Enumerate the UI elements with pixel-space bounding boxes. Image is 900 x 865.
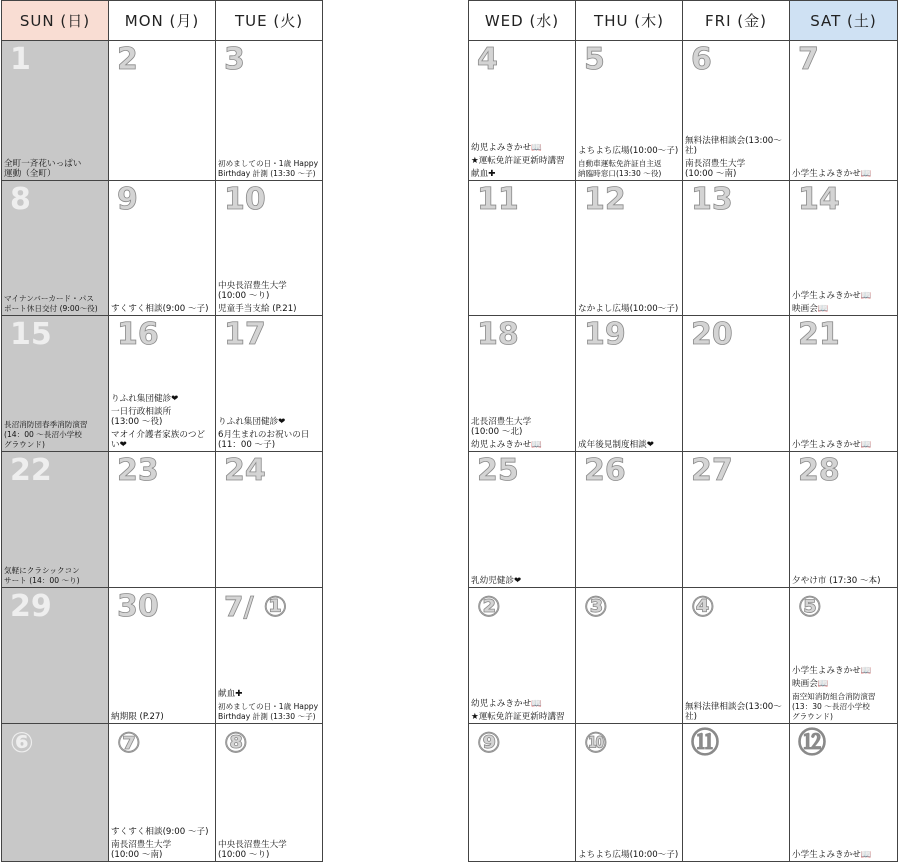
event-item: なかよし広場(10:00～子)	[578, 304, 679, 314]
day-cell-thu-week5	[576, 588, 683, 724]
day-cell-fri-week1	[683, 41, 790, 181]
day-cell-mon-week5	[109, 588, 216, 724]
day-cell-sat-week2	[790, 181, 897, 316]
day-cell-wed-week6	[469, 724, 576, 861]
header-fri: FRI (金)	[683, 1, 790, 41]
event-item: 自動車運転免許証自主返 納臨時窓口(13:30 ～役)	[578, 159, 662, 178]
day-number: ⑨	[477, 726, 501, 759]
event-list	[111, 712, 213, 722]
day-cell-fri-week6	[683, 724, 790, 861]
event-list	[218, 840, 320, 860]
day-cell-mon-week2	[109, 181, 216, 316]
day-number: ⑫	[798, 726, 827, 759]
day-cell-fri-week4	[683, 452, 790, 588]
day-number: 20	[691, 317, 733, 352]
event-list	[578, 440, 680, 450]
event-item: 夕やけ市 (17:30 ～本)	[792, 576, 881, 586]
day-cell-thu-week1	[576, 41, 683, 181]
event-item: 児童手当支給 (P.21)	[218, 304, 297, 314]
event-list	[111, 394, 213, 450]
day-cell-wed-week3	[469, 316, 576, 452]
header-sat: SAT (土)	[790, 1, 897, 41]
event-item: りふれ集団健診❤	[218, 417, 286, 427]
event-item: 乳幼児健診❤	[471, 576, 522, 586]
day-cell-wed-week2	[469, 181, 576, 316]
day-cell-fri-week3	[683, 316, 790, 452]
day-number: ③	[584, 590, 608, 623]
event-item: 南空知消防組合消防演習 (13：30 ～長沼小学校 グラウンド)	[792, 692, 876, 721]
event-item: 小学生よみきかせ📖	[792, 850, 872, 860]
day-number: ⑩	[584, 726, 608, 759]
day-number: ⑥	[10, 726, 34, 759]
day-number: 14	[798, 182, 840, 217]
event-list	[792, 291, 895, 314]
day-cell-tue-week6	[216, 724, 322, 861]
event-item: 小学生よみきかせ📖	[792, 169, 872, 179]
day-number: ⑧	[224, 726, 248, 759]
event-list	[471, 699, 573, 722]
event-list	[578, 850, 680, 860]
event-list	[685, 702, 787, 722]
event-item: 映画会📖	[792, 304, 829, 314]
day-number: 4	[477, 42, 498, 77]
calendar-panel-left	[1, 0, 323, 862]
event-item: 初めましての日・1歳 Happy Birthday 計測 (13:30 ～子)	[218, 702, 319, 721]
day-number: ②	[477, 590, 501, 623]
header-mon: MON (月)	[109, 1, 216, 41]
event-list	[111, 827, 213, 860]
event-item: 初めましての日・1歳 Happy Birthday 計測 (13:30 ～子)	[218, 159, 319, 178]
day-number: 15	[10, 317, 52, 352]
day-number: 3	[224, 42, 245, 77]
event-item: 中央長沼豊生大学 (10:00 ～り)	[218, 281, 287, 301]
day-number: 12	[584, 182, 626, 217]
day-cell-sun-week6	[2, 724, 109, 861]
day-cell-wed-week5	[469, 588, 576, 724]
event-list	[218, 689, 320, 722]
day-number: 1	[10, 42, 31, 77]
event-item: 小学生よみきかせ📖	[792, 666, 872, 676]
event-item: 中央長沼豊生大学 (10:00 ～り)	[218, 840, 287, 860]
day-cell-mon-week4	[109, 452, 216, 588]
event-item: よちよち広場(10:00～子)	[578, 146, 679, 156]
day-cell-tue-week3	[216, 316, 322, 452]
event-item: マオイ介護者家族のつどい❤	[111, 430, 206, 450]
event-item: 北長沼豊生大学 (10:00 ～北)	[471, 417, 532, 437]
day-cell-thu-week4	[576, 452, 683, 588]
event-list	[4, 420, 106, 450]
day-number: 24	[224, 453, 266, 488]
event-list	[471, 143, 573, 179]
day-number: 23	[117, 453, 159, 488]
event-item: 無料法律相談会(13:00～社)	[685, 136, 782, 156]
event-item: 献血✚	[218, 689, 243, 699]
day-number: 7/ ①	[224, 590, 288, 623]
day-number: ⑦	[117, 726, 141, 759]
day-cell-sat-week6	[790, 724, 897, 861]
day-cell-wed-week4	[469, 452, 576, 588]
event-list	[792, 850, 895, 860]
day-number: 17	[224, 317, 266, 352]
event-item: よちよち広場(10:00～子)	[578, 850, 679, 860]
day-cell-tue-week5	[216, 588, 322, 724]
day-number: 10	[224, 182, 266, 217]
event-item: 小学生よみきかせ📖	[792, 440, 872, 450]
day-number: ⑤	[798, 590, 822, 623]
event-item: 気軽にクラシックコン サート (14：00 ～り)	[4, 566, 80, 585]
event-list	[218, 159, 320, 179]
event-item: 小学生よみきかせ📖	[792, 291, 872, 301]
calendar-panel-right	[468, 0, 898, 862]
event-item: 成年後見制度相談❤	[578, 440, 654, 450]
day-number: 30	[117, 589, 159, 624]
event-list	[578, 304, 680, 314]
day-number: 26	[584, 453, 626, 488]
day-cell-wed-week1	[469, 41, 576, 181]
day-number: 21	[798, 317, 840, 352]
day-number: 16	[117, 317, 159, 352]
event-list	[792, 440, 895, 450]
day-cell-sun-week4	[2, 452, 109, 588]
day-cell-sun-week3	[2, 316, 109, 452]
event-item: ★運転免許証更新時講習	[471, 156, 565, 166]
day-number: 9	[117, 182, 138, 217]
day-number: 27	[691, 453, 733, 488]
event-item: すくすく相談(9:00 ～子)	[111, 827, 209, 837]
day-number: 25	[477, 453, 519, 488]
event-item: 全町一斉花いっぱい 運動（全町）	[4, 159, 82, 179]
event-list	[218, 417, 320, 450]
event-list	[471, 576, 573, 586]
day-cell-sun-week5	[2, 588, 109, 724]
event-list	[111, 304, 213, 314]
day-number: 18	[477, 317, 519, 352]
day-cell-tue-week4	[216, 452, 322, 588]
header-sun: SUN (日)	[2, 1, 109, 41]
day-cell-tue-week2	[216, 181, 322, 316]
day-number: 22	[10, 453, 52, 488]
day-number: ④	[691, 590, 715, 623]
day-number: ⑪	[691, 726, 720, 759]
day-cell-sat-week1	[790, 41, 897, 181]
event-list	[471, 417, 573, 450]
day-cell-mon-week1	[109, 41, 216, 181]
event-list	[792, 666, 895, 722]
header-wed: WED (水)	[469, 1, 576, 41]
event-item: 献血✚	[471, 169, 496, 179]
day-cell-thu-week6	[576, 724, 683, 861]
day-number: 11	[477, 182, 519, 217]
event-list	[4, 159, 106, 179]
day-number: 6	[691, 42, 712, 77]
event-item: 無料法律相談会(13:00～社)	[685, 702, 782, 722]
event-list	[792, 576, 895, 586]
event-list	[792, 169, 895, 179]
day-cell-sun-week2	[2, 181, 109, 316]
event-item: りふれ集団健診❤	[111, 394, 179, 404]
event-item: 映画会📖	[792, 679, 829, 689]
event-item: ★運転免許証更新時講習	[471, 712, 565, 722]
day-cell-sat-week5	[790, 588, 897, 724]
event-list	[578, 146, 680, 179]
event-item: 6月生まれのお祝いの日 (11：00 ～子)	[218, 430, 310, 450]
event-item: 幼児よみきかせ📖	[471, 440, 542, 450]
event-item: 南長沼豊生大学 (10:00 ～南)	[685, 159, 746, 179]
day-number: 5	[584, 42, 605, 77]
header-thu: THU (木)	[576, 1, 683, 41]
event-item: 長沼消防団春季消防演習 (14：00 ～長沼小学校 グラウンド)	[4, 420, 88, 449]
event-item: 幼児よみきかせ📖	[471, 699, 542, 709]
day-number: 2	[117, 42, 138, 77]
event-list	[218, 281, 320, 314]
event-item: 幼児よみきかせ📖	[471, 143, 542, 153]
event-list	[685, 136, 787, 179]
day-cell-sat-week4	[790, 452, 897, 588]
day-number: 28	[798, 453, 840, 488]
event-item: マイナンバーカード・パス ポート休日交付 (9:00～役)	[4, 294, 98, 313]
event-item: 南長沼豊生大学 (10:00 ～南)	[111, 840, 172, 860]
event-item: すくすく相談(9:00 ～子)	[111, 304, 209, 314]
day-cell-fri-week5	[683, 588, 790, 724]
day-cell-sun-week1	[2, 41, 109, 181]
day-number: 13	[691, 182, 733, 217]
day-cell-thu-week2	[576, 181, 683, 316]
day-cell-mon-week3	[109, 316, 216, 452]
day-number: 19	[584, 317, 626, 352]
day-cell-sat-week3	[790, 316, 897, 452]
day-number: 8	[10, 182, 31, 217]
event-list	[4, 566, 106, 586]
day-number: 29	[10, 589, 52, 624]
event-item: 納期限 (P.27)	[111, 712, 164, 722]
day-cell-fri-week2	[683, 181, 790, 316]
day-cell-mon-week6	[109, 724, 216, 861]
event-list	[4, 294, 106, 314]
day-cell-thu-week3	[576, 316, 683, 452]
day-number: 7	[798, 42, 819, 77]
header-tue: TUE (火)	[216, 1, 322, 41]
event-item: 一日行政相談所 (13:00 ～役)	[111, 407, 172, 427]
day-cell-tue-week1	[216, 41, 322, 181]
